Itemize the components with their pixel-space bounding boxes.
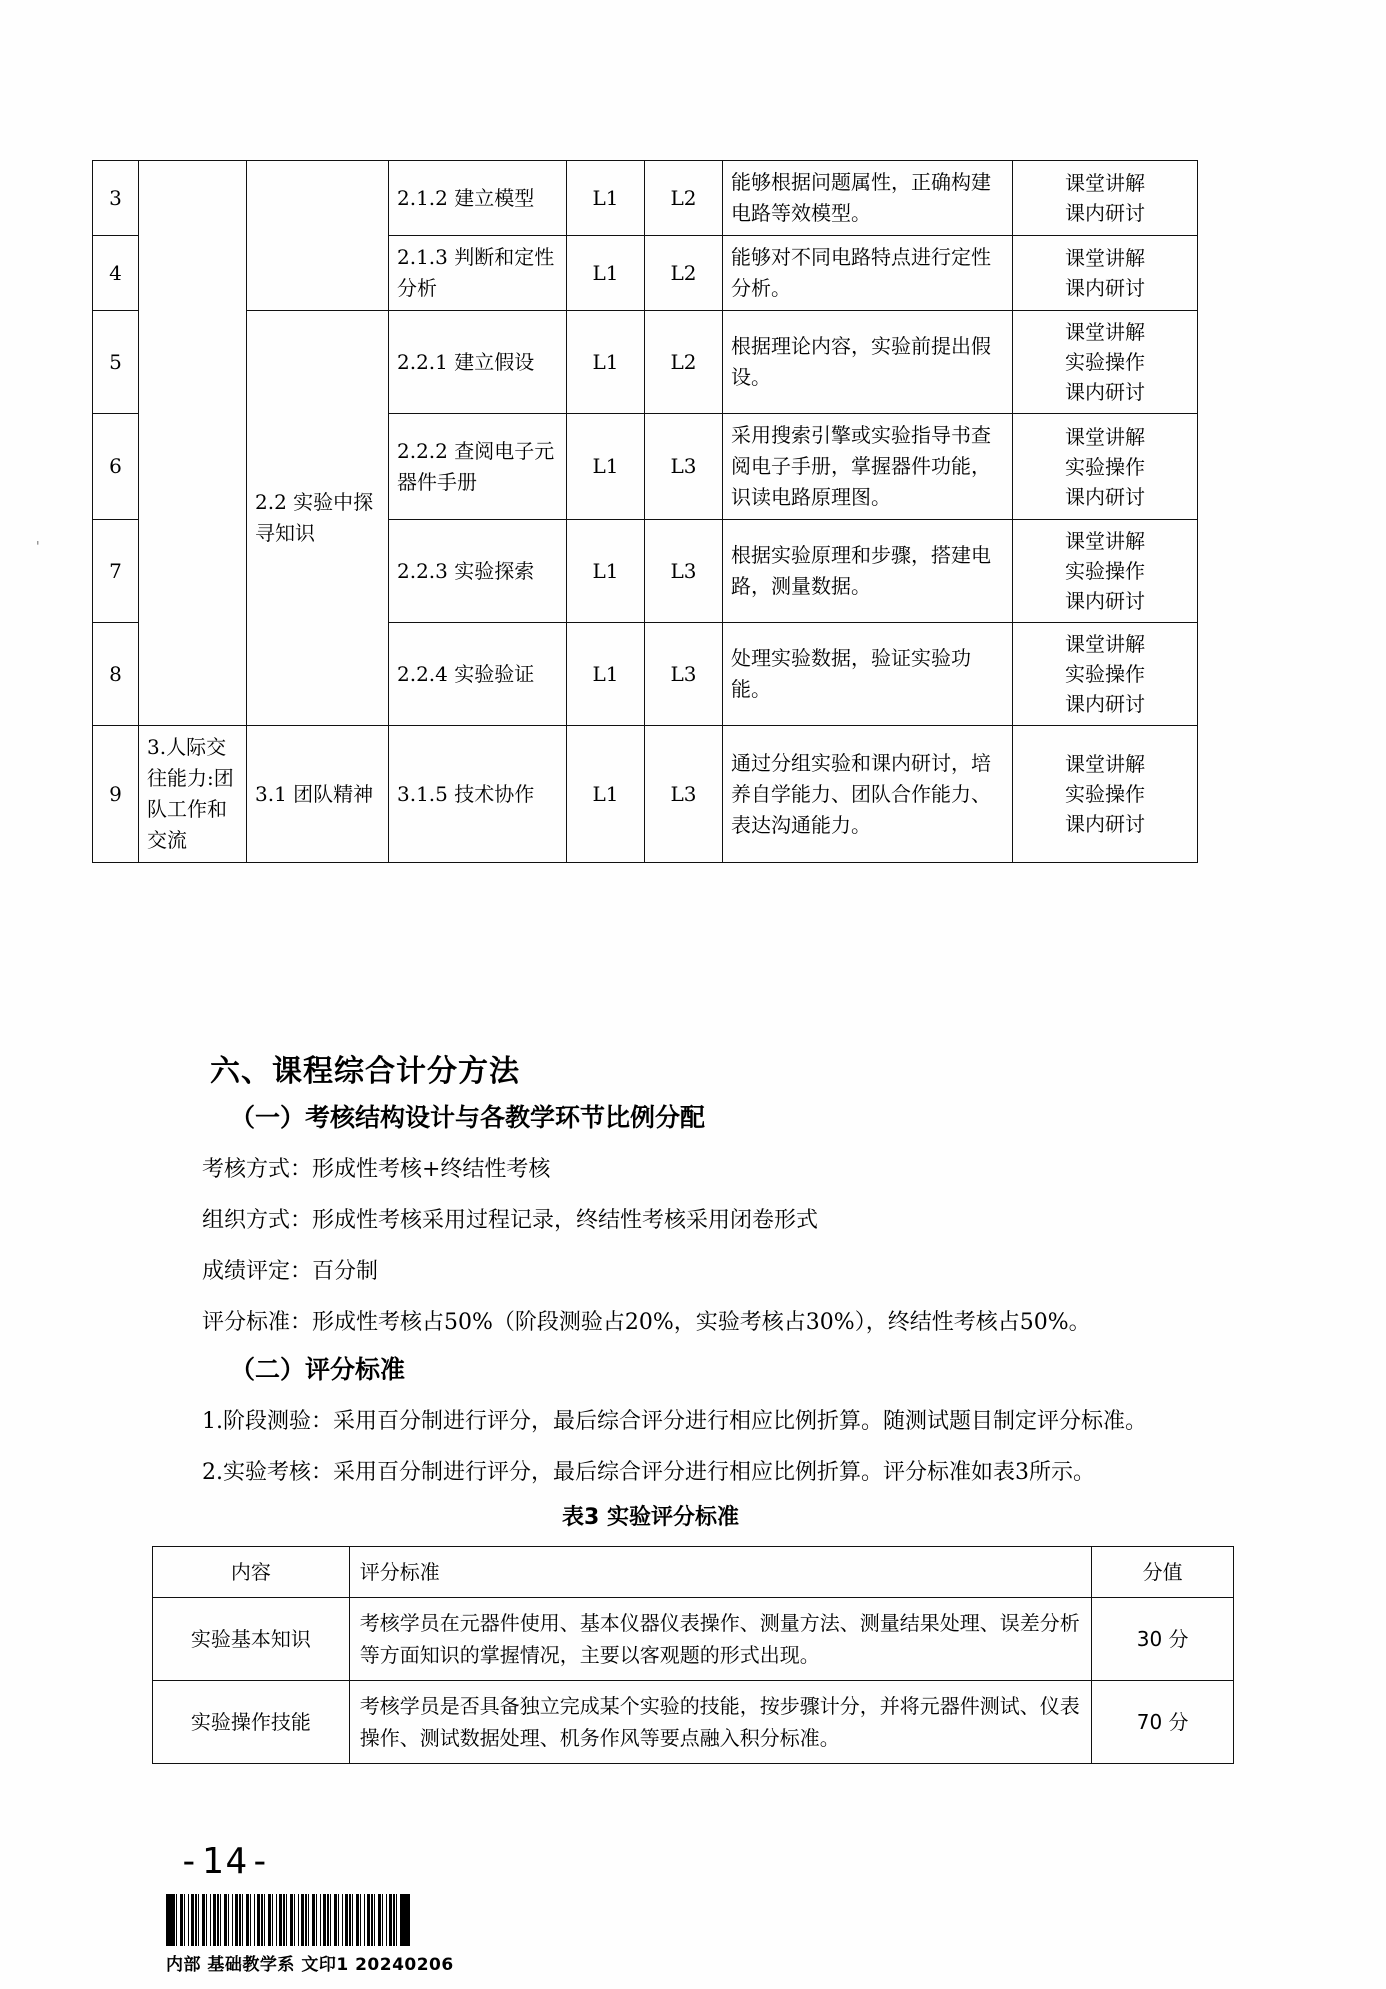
sub-indicator-cell: 2.2 实验中探寻知识 (247, 311, 389, 726)
grade-assessment-line: 成绩评定：百分制 (202, 1259, 379, 1284)
method-line: 课内研讨 (1065, 276, 1145, 300)
level-2: L2 (645, 236, 723, 311)
level-1: L1 (567, 520, 645, 623)
barcode-icon (166, 1894, 410, 1946)
method-line: 课堂讲解 (1065, 246, 1145, 270)
header-content: 内容 (153, 1547, 350, 1598)
header-criteria: 评分标准 (349, 1547, 1092, 1598)
score-value-cell: 30 分 (1092, 1598, 1234, 1681)
indicator-point: 2.2.1 建立假设 (389, 311, 567, 414)
level-1: L1 (567, 161, 645, 236)
method-line: 课内研讨 (1065, 201, 1145, 225)
score-content-cell: 实验基本知识 (153, 1598, 350, 1681)
method-line: 实验操作 (1065, 350, 1145, 374)
row-number: 3 (93, 161, 139, 236)
row-number: 8 (93, 623, 139, 726)
method-line: 实验操作 (1065, 662, 1145, 686)
row-number: 6 (93, 414, 139, 520)
method-line: 课内研讨 (1065, 812, 1145, 836)
row-number: 5 (93, 311, 139, 414)
assessment-mode-line: 考核方式：形成性考核+终结性考核 (202, 1157, 551, 1182)
level-1: L1 (567, 414, 645, 520)
experiment-scoring-table (152, 1546, 1234, 1764)
teaching-method-cell (1013, 311, 1198, 414)
organization-mode-line: 组织方式：形成性考核采用过程记录，终结性考核采用闭卷形式 (202, 1208, 819, 1233)
description-cell: 能够对不同电路特点进行定性分析。 (723, 236, 1013, 311)
level-2: L2 (645, 161, 723, 236)
level-2: L3 (645, 414, 723, 520)
stray-pen-mark: ' (36, 540, 40, 555)
teaching-method-cell (1013, 520, 1198, 623)
table-row (93, 161, 1198, 236)
sub-indicator-cell (247, 161, 389, 311)
table-row (93, 311, 1198, 414)
teaching-method-cell (1013, 236, 1198, 311)
method-line: 课内研讨 (1065, 692, 1145, 716)
table-row (153, 1681, 1234, 1764)
method-line: 实验操作 (1065, 559, 1145, 583)
method-line: 课堂讲解 (1065, 632, 1145, 656)
level-2: L3 (645, 726, 723, 863)
level-1: L1 (567, 623, 645, 726)
ability-cell (139, 161, 247, 726)
scoring-standard-line: 评分标准：形成性考核占50%（阶段测验占20%，实验考核占30%），终结性考核占50%。 (202, 1310, 1091, 1335)
level-1: L1 (567, 726, 645, 863)
method-line: 课堂讲解 (1065, 424, 1145, 449)
score-criteria-cell: 考核学员是否具备独立完成某个实验的技能，按步骤计分，并将元器件测试、仪表操作、测试数据处理、机务作风等要点融入积分标准。 (349, 1681, 1092, 1764)
method-line: 课堂讲解 (1065, 320, 1145, 344)
sub-indicator-cell: 3.1 团队精神 (247, 726, 389, 863)
page-number: -14- (178, 1841, 273, 1882)
subsection-heading-one: （一）考核结构设计与各教学环节比例分配 (230, 1103, 706, 1132)
description-cell: 根据实验原理和步骤，搭建电路，测量数据。 (723, 520, 1013, 623)
row-number: 4 (93, 236, 139, 311)
scoring-item-1: 1.阶段测验：采用百分制进行评分，最后综合评分进行相应比例折算。随测试题目制定评分标准。 (202, 1409, 1147, 1434)
table-row (153, 1598, 1234, 1681)
method-line: 课堂讲解 (1065, 529, 1145, 553)
level-2: L3 (645, 623, 723, 726)
teaching-method-cell (1013, 726, 1198, 863)
table-row (93, 726, 1198, 863)
teaching-method-cell (1013, 161, 1198, 236)
table-header-row (153, 1547, 1234, 1598)
description-cell: 能够根据问题属性，正确构建电路等效模型。 (723, 161, 1013, 236)
header-score: 分值 (1092, 1547, 1234, 1598)
indicator-point: 2.1.3 判断和定性分析 (389, 236, 567, 311)
description-cell: 根据理论内容，实验前提出假设。 (723, 311, 1013, 414)
teaching-method-cell (1013, 414, 1198, 520)
indicator-point: 2.1.2 建立模型 (389, 161, 567, 236)
score-content-cell: 实验操作技能 (153, 1681, 350, 1764)
indicator-point: 3.1.5 技术协作 (389, 726, 567, 863)
indicator-point: 2.2.3 实验探索 (389, 520, 567, 623)
score-criteria-cell: 考核学员在元器件使用、基本仪器仪表操作、测量方法、测量结果处理、误差分析等方面知识的掌握情况，主要以客观题的形式出现。 (349, 1598, 1092, 1681)
table3-caption: 表3 实验评分标准 (562, 1505, 739, 1530)
method-line: 课内研讨 (1065, 380, 1145, 404)
method-line: 实验操作 (1065, 454, 1145, 479)
barcode-caption: 内部 基础教学系 文印1 20240206 (166, 1955, 454, 1975)
description-cell: 采用搜索引擎或实验指导书查阅电子手册，掌握器件功能，识读电路原理图。 (723, 414, 1013, 520)
level-1: L1 (567, 311, 645, 414)
teaching-method-cell (1013, 623, 1198, 726)
description-cell: 通过分组实验和课内研讨，培养自学能力、团队合作能力、表达沟通能力。 (723, 726, 1013, 863)
score-value-cell: 70 分 (1092, 1681, 1234, 1764)
method-line: 课内研讨 (1065, 589, 1145, 613)
method-line: 课堂讲解 (1065, 752, 1145, 776)
row-number: 7 (93, 520, 139, 623)
indicator-point: 2.2.2 查阅电子元器件手册 (389, 414, 567, 520)
ability-cell: 3.人际交往能力:团队工作和交流 (139, 726, 247, 863)
method-line: 实验操作 (1065, 782, 1145, 806)
section-heading-six: 六、课程综合计分方法 (210, 1054, 520, 1089)
description-cell: 处理实验数据，验证实验功能。 (723, 623, 1013, 726)
scoring-item-2: 2.实验考核：采用百分制进行评分，最后综合评分进行相应比例折算。评分标准如表3所示。 (202, 1460, 1095, 1485)
row-number: 9 (93, 726, 139, 863)
indicator-point: 2.2.4 实验验证 (389, 623, 567, 726)
method-line: 课堂讲解 (1065, 171, 1145, 195)
subsection-heading-two: （二）评分标准 (230, 1355, 406, 1384)
capability-matrix-table (92, 160, 1197, 863)
level-1: L1 (567, 236, 645, 311)
barcode-block (166, 1894, 454, 1975)
level-2: L3 (645, 520, 723, 623)
level-2: L2 (645, 311, 723, 414)
method-line: 课内研讨 (1065, 484, 1145, 509)
